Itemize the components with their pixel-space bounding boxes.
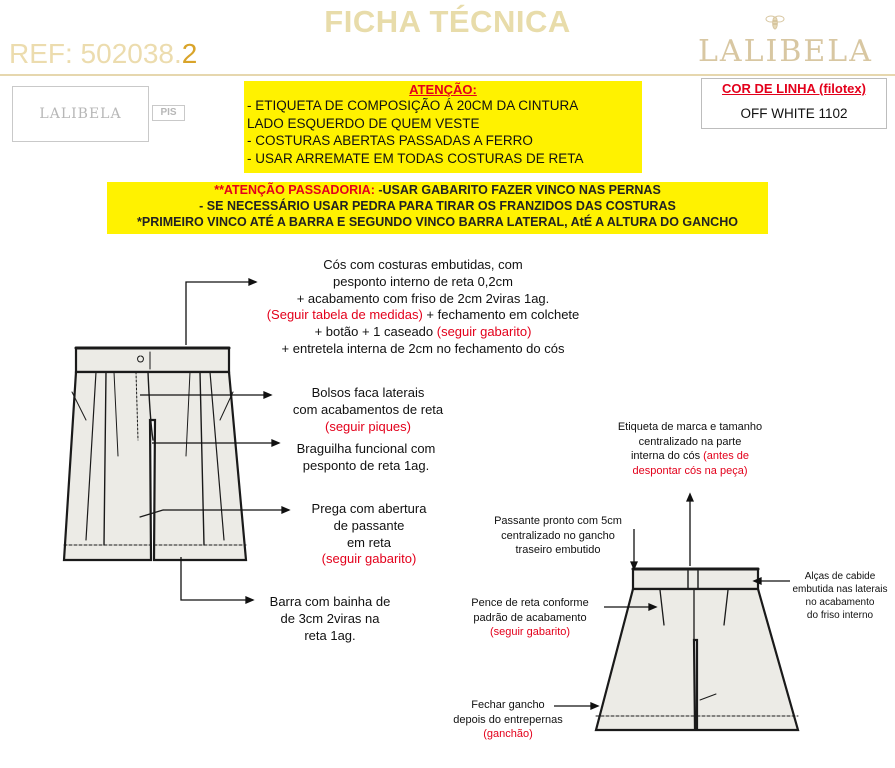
crotch-note-ref: (ganchão) [483,728,533,740]
fly-note-line: Braguilha funcional com [296,441,436,456]
pockets-note [268,385,468,435]
waistband-note-line [213,324,633,341]
brand-label-note-ref: (antes de [703,450,750,462]
measurements-ref: (Seguir tabela de medidas) [266,307,423,323]
ironing-line: *PRIMEIRO VINCO ATÉ A BARRA E SEGUNDO VINCO BARRA LATERAL, AtÉ A ALTURA DO GANCHO [137,215,738,229]
attention-line: - COSTURAS ABERTAS PASSADAS A FERRO [247,133,533,148]
hanger-straps-note-line: embutida nas laterais [792,584,888,595]
dart-note-line: Pence de reta conforme [471,597,589,609]
waistband-note [213,257,633,358]
belt-loop-note-line: centralizado no gancho [501,529,615,542]
thread-color-value: OFF WHITE 1102 [740,106,848,121]
brand-logo: LALIBELA [698,34,873,69]
hem-note-line: reta 1ag. [304,627,356,643]
brand-label-note-ref: despontar cós na peça) [632,464,748,477]
ironing-label: **ATENÇÃO PASSADORIA: [214,183,375,197]
hanger-straps-note-line: Alças de cabide [804,571,876,582]
waistband-note-line: + entretela interna de 2cm no fechamento do cós [281,340,565,356]
brand-label-note-line: centralizado na parte [638,435,742,448]
pockets-note-ref: (seguir piques) [325,418,411,434]
back-shorts-illustration [596,569,798,730]
pleat-note-line: em reta [346,534,392,550]
hanger-straps-note-line: do friso interno [806,610,874,621]
waistband-note-line: + acabamento com friso de 2cm 2viras 1ag. [296,290,550,306]
pleat-note-line: de passante [333,517,405,533]
ironing-text: -USAR GABARITO FAZER VINCO NAS PERNAS [374,183,661,197]
waistband-note-line: Cós com costuras embutidas, com [323,257,523,272]
brand-label-note-line [600,449,780,464]
brand-label-note [600,420,780,478]
brand-label-note-line: Etiqueta de marca e tamanho [617,421,763,433]
hanger-straps-note-line: no acabamento [805,597,875,608]
pleat-note-ref: (seguir gabarito) [321,551,417,567]
waistband-note-line: pesponto interno de reta 0,2cm [333,273,513,289]
crotch-note [433,698,583,742]
template-ref: (seguir gabarito) [436,324,532,340]
waistband-note-line [213,307,633,324]
belt-loop-note-line: Passante pronto com 5cm [494,515,622,527]
hem-note-line: Barra com bainha de [269,594,391,609]
waistband-note-text: + botão + 1 caseado [314,324,437,340]
front-shorts-illustration [64,348,246,560]
pleat-note [289,501,449,568]
waistband-note-text: + fechamento em colchete [422,307,580,323]
pleat-note-line: Prega com abertura [311,501,427,516]
hanger-straps-note [785,570,895,622]
fly-note-line: pesponto de reta 1ag. [302,457,430,473]
attention-line: - ETIQUETA DE COMPOSIÇÃO Á 20CM DA CINTURA [247,98,579,113]
dart-note [455,596,605,640]
reference-suffix: 2 [181,38,198,69]
ironing-line: - SE NECESSÁRIO USAR PEDRA PARA TIRAR OS FRANZIDOS DAS COSTURAS [199,199,676,213]
attention-line: LADO ESQUERDO DE QUEM VESTE [247,115,480,131]
attention-line: - USAR ARREMATE EM TODAS COSTURAS DE RETA [247,150,584,166]
page-title: FICHA TÉCNICA [324,4,571,39]
crotch-note-line: Fechar gancho [471,699,545,711]
reference-prefix: REF: 502038. [9,38,182,69]
belt-loop-note [478,514,638,558]
belt-loop-note-line: traseiro embutido [515,544,601,556]
hem-note [250,594,410,644]
thread-color-title: COR DE LINHA (filotex) [722,81,866,96]
attention-title: ATENÇÃO: [409,82,477,97]
size-tag: PIS [152,105,185,121]
hem-note-line: de 3cm 2viras na [280,610,380,626]
fly-note [272,441,460,475]
crotch-note-line: depois do entrepernas [453,713,563,726]
dart-note-ref: (seguir gabarito) [489,626,571,638]
dart-note-line: padrão de acabamento [473,611,587,624]
label-logo-text: LALIBELA [39,106,122,122]
brand-label-note-text: interna do cós [630,450,704,462]
pockets-note-line: com acabamentos de reta [292,401,444,417]
pockets-note-line: Bolsos faca laterais [311,385,425,400]
